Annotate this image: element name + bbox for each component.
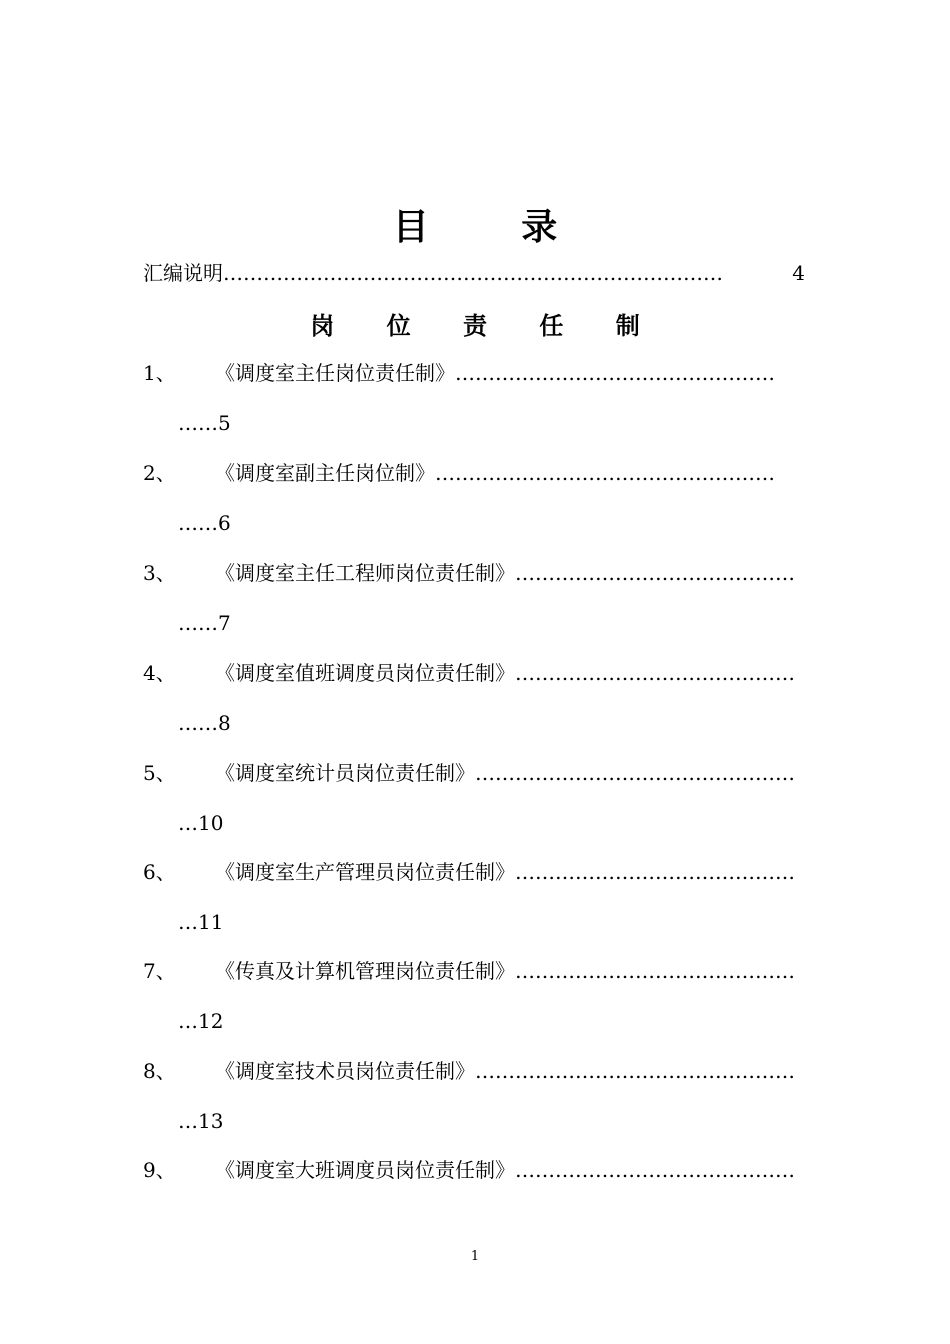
toc-entry-number: 2、	[143, 461, 176, 485]
toc-entry[interactable]	[143, 758, 805, 788]
toc-leader-dots: …………………………………………………………………	[223, 261, 723, 285]
toc-entry-title: 《调度室主任工程师岗位责任制》	[215, 561, 515, 585]
toc-entry-continuation: ……7	[178, 611, 231, 635]
toc-entry-number: 6、	[143, 860, 176, 884]
toc-entry[interactable]	[143, 358, 805, 388]
toc-entry[interactable]	[143, 558, 805, 588]
toc-entry[interactable]	[143, 956, 805, 986]
toc-title: 目 录	[392, 206, 598, 248]
toc-entry[interactable]	[143, 857, 805, 887]
section-heading: 岗 位 责 任 制	[310, 311, 662, 340]
toc-entry-continuation: …10	[178, 811, 224, 835]
toc-page-number: 4	[792, 261, 805, 285]
toc-preface-label: 汇编说明	[143, 261, 223, 285]
toc-leader-dots: ……………………………………	[515, 860, 795, 884]
toc-leader-dots: …………………………………………	[475, 1059, 795, 1083]
toc-entry-number: 4、	[143, 661, 176, 685]
toc-leader-dots: ……………………………………	[515, 1158, 795, 1182]
toc-entry-title: 《调度室统计员岗位责任制》	[215, 761, 475, 785]
toc-entry[interactable]	[143, 458, 805, 488]
toc-entry-title: 《调度室主任岗位责任制》	[215, 361, 455, 385]
toc-preface-line[interactable]	[143, 258, 805, 288]
toc-entry-number: 7、	[143, 959, 176, 983]
toc-entry-number: 1、	[143, 361, 176, 385]
toc-entry-continuation: …12	[178, 1009, 224, 1033]
toc-entry-number: 8、	[143, 1059, 176, 1083]
toc-entry-number: 3、	[143, 561, 176, 585]
toc-entry[interactable]	[143, 658, 805, 688]
toc-entry-number: 9、	[143, 1158, 176, 1182]
toc-leader-dots: …………………………………………	[475, 761, 795, 785]
toc-entry-continuation: ……8	[178, 711, 231, 735]
toc-entry[interactable]	[143, 1056, 805, 1086]
toc-entry[interactable]	[143, 1155, 805, 1185]
toc-entry-continuation: …11	[178, 910, 224, 934]
toc-leader-dots: ……………………………………	[515, 959, 795, 983]
toc-entry-continuation: ……5	[178, 411, 231, 435]
toc-entry-title: 《调度室生产管理员岗位责任制》	[215, 860, 515, 884]
toc-entry-title: 《调度室技术员岗位责任制》	[215, 1059, 475, 1083]
toc-entry-title: 《调度室值班调度员岗位责任制》	[215, 661, 515, 685]
toc-entry-title: 《调度室大班调度员岗位责任制》	[215, 1158, 515, 1182]
toc-entry-continuation: …13	[178, 1109, 224, 1133]
toc-leader-dots: …………………………………………	[455, 361, 775, 385]
toc-leader-dots: ……………………………………………	[435, 461, 775, 485]
toc-leader-dots: ……………………………………	[515, 661, 795, 685]
toc-leader-dots: ……………………………………	[515, 561, 795, 585]
toc-entry-title: 《传真及计算机管理岗位责任制》	[215, 959, 515, 983]
toc-entry-title: 《调度室副主任岗位制》	[215, 461, 435, 485]
toc-entry-number: 5、	[143, 761, 176, 785]
page-number: 1	[470, 1249, 480, 1264]
toc-entry-continuation: ……6	[178, 511, 231, 535]
